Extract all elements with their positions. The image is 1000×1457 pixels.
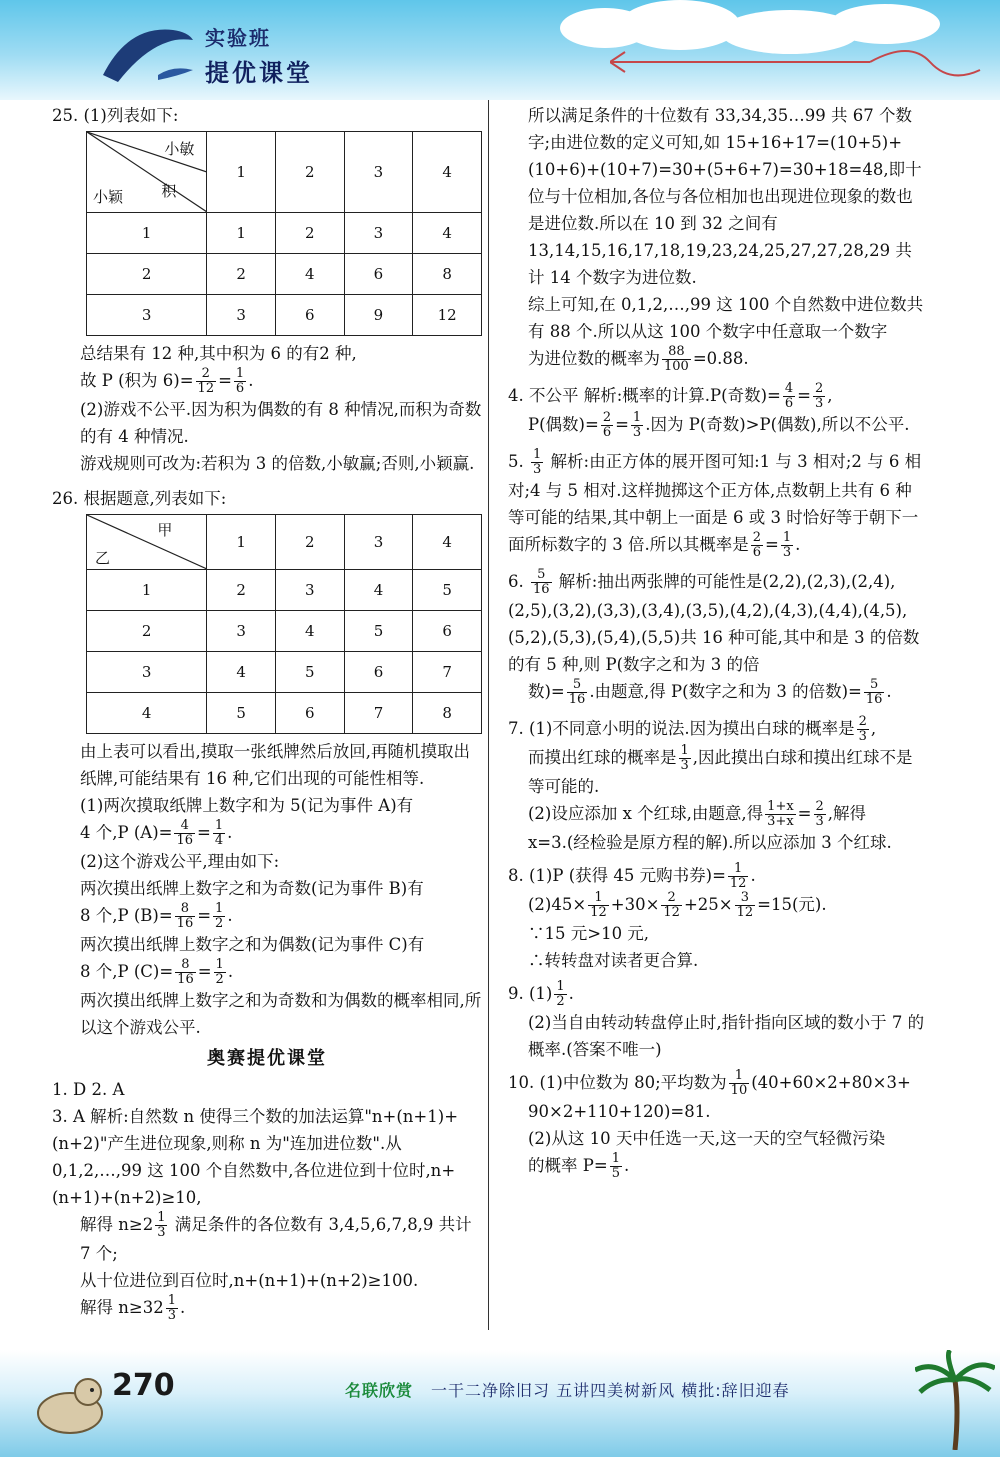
q26-p5b: 8 个,P (C)= $\frac{8}{16}$ = $\frac{1}{2}$ . (80, 957, 234, 987)
q25-intro: 25. (1)列表如下: (52, 106, 179, 125)
table-col-header: 1 (207, 515, 276, 570)
table-cell: 8 (413, 693, 482, 734)
table-cell: 1 (87, 570, 207, 611)
q5: 5. $\frac{1}{3}$ 解析:由正方体的展开图可知:1 与 3 相对;2 与 6 相对;4 与 5 相对.这样抛掷这个正方体,点数朝上共有 6 种等可能的结果,其中朝上一面是 6 或 3 时恰好等于朝下一面所标数字的 3 倍.所以其概率是 $\frac{2}{6}$ = $\frac{1}{3}$ . (508, 447, 922, 560)
table-header-cell (87, 515, 207, 570)
q4-l2: P(偶数)= $\frac{2}{6}$ = $\frac{1}{3}$ .因为 P(奇数)>P(偶数),所以不公平. (528, 410, 910, 440)
table-cell: 2 (207, 254, 276, 295)
table-cell: 6 (413, 611, 482, 652)
q26-table (86, 514, 482, 734)
table-header-left: 乙 (95, 549, 111, 567)
left-column (52, 102, 482, 1323)
r-continued: 所以满足条件的十位数有 33,34,35…99 共 67 个数字;由进位数的定义可知,如 15+16+17=(10+5)+(10+6)+(10+7)=30+(5+6+7)=30+18=48,即十位与十位相加,各位与各位相加也出现进位现象的数也是进位数.所以在 10 到 32 之间有 13,14,15,16,17,18,19,23,24,25,27,27,28,29 共计 14 个数字为进位数. (528, 106, 922, 287)
table-cell: 4 (275, 254, 344, 295)
table-cell: 2 (275, 213, 344, 254)
table-cell: 2 (87, 254, 207, 295)
table-cell: 3 (87, 295, 207, 336)
table-cell: 5 (276, 652, 345, 693)
table-cell: 4 (87, 693, 207, 734)
table-row (87, 570, 482, 611)
q26-p2b: 4 个,P (A)= $\frac{4}{16}$ = $\frac{1}{4}$ . (80, 818, 233, 848)
q3-l2: 解得 n≥2 $\frac{1}{3}$ 满足条件的各位数有 3,4,5,6,7,8,9 共计 7 个; (80, 1210, 472, 1263)
footer-motto (345, 1378, 790, 1401)
seal-icon (30, 1368, 110, 1438)
q8-l2: (2)45× $\frac{1}{12}$ +30× $\frac{2}{12}$ +25× $\frac{3}{12}$ =15(元). (528, 890, 827, 920)
section-title: 奥赛提优课堂 (207, 1048, 327, 1069)
table-header-top: 甲 (157, 521, 173, 539)
page-number: 270 (112, 1368, 175, 1403)
table-cell: 5 (207, 693, 276, 734)
table-row (87, 611, 482, 652)
q9-l1: 9. (1) $\frac{1}{2}$ . (508, 979, 574, 1009)
q4-l1: 4. 不公平 解析:概率的计算.P(奇数)= $\frac{4}{6}$ = $\frac{2}{3}$ , (508, 381, 833, 411)
q25-table (86, 131, 482, 336)
q3-l4: 解得 n≥32 $\frac{1}{3}$ . (80, 1293, 186, 1323)
q25-line2: 故 P (积为 6)= $\frac{2}{12}$ = $\frac{1}{6}$ . (80, 366, 254, 396)
q3-l1: 3. A 解析:自然数 n 使得三个数的加法运算"n+(n+1)+(n+2)"产生进位现象,则称 n 为"连加进位数".从 0,1,2,…,99 这 100 个自然数中,各位进位到十位时,n+(n+1)+(n+2)≥10, (52, 1107, 459, 1207)
q6: 6. $\frac{5}{16}$ 解析:抽出两张牌的可能性是(2,2),(2,3),(2,4),(2,5),(3,2),(3,3),(3,4),(3,5),(4,2),(4,3),(4,4),(4,5),(5,2),(5,3),(5,4),(5,5)共 16 种可能,其中和是 3 的倍数的有 5 种,则 P(数字之和为 3 的倍 (508, 567, 920, 674)
table-cell: 4 (344, 570, 413, 611)
table-cell: 2 (87, 611, 207, 652)
logo-line2: 提优课堂 (205, 59, 313, 87)
table-col-header: 4 (413, 515, 482, 570)
table-col-header: 2 (275, 132, 344, 213)
table-cell: 5 (344, 611, 413, 652)
table-cell: 7 (344, 693, 413, 734)
table-col-header: 4 (413, 132, 482, 213)
table-cell: 3 (207, 611, 276, 652)
table-row (87, 652, 482, 693)
table-row (87, 693, 482, 734)
table-col-header: 1 (207, 132, 276, 213)
table-cell: 1 (207, 213, 276, 254)
logo-line1: 实验班 (205, 26, 271, 50)
q25-rule: 游戏规则可改为:若积为 3 的倍数,小敏赢;否则,小颖赢. (80, 454, 475, 473)
dolphin-icon (98, 20, 198, 90)
q26-p1: 由上表可以看出,摸取一张纸牌然后放回,再随机摸取出纸牌,可能结果有 16 种,它们出现的可能性相等. (80, 742, 470, 788)
q7-l2: 而摸出红球的概率是 $\frac{1}{3}$ ,因此摸出白球和摸出红球不是等可能的. (528, 743, 913, 796)
series-logo (205, 22, 313, 88)
table-header-top: 小敏 (164, 140, 195, 158)
cloud-decoration (830, 4, 940, 44)
column-divider (488, 100, 489, 1330)
table-cell: 4 (276, 611, 345, 652)
q26-p5: 两次摸出纸牌上数字之和为偶数(记为事件 C)有 (80, 935, 425, 954)
q6-l2: 数)= $\frac{5}{16}$ .由题意,得 P(数字之和为 3 的倍数)= $\frac{5}{16}$ . (528, 677, 892, 707)
q25-line1: 总结果有 12 种,其中积为 6 的有2 种, (80, 344, 357, 363)
q26-p3: (2)这个游戏公平,理由如下: (80, 852, 280, 871)
q7-l4: x=3.(经检验是原方程的解).所以应添加 3 个红球. (528, 833, 892, 852)
table-col-header: 3 (344, 132, 413, 213)
r-summary: 综上可知,在 0,1,2,…,99 这 100 个自然数中进位数共有 88 个.所以从这 100 个数字中任意取一个数字 (528, 295, 924, 341)
table-cell: 6 (275, 295, 344, 336)
footer-motto-text: 一干二净除旧习 五讲四美树新风 横批:辞旧迎春 (431, 1381, 790, 1400)
table-cell: 2 (207, 570, 276, 611)
r-probability: 为进位数的概率为 $\frac{88}{100}$ =0.88. (528, 344, 749, 374)
table-header-cell (87, 132, 207, 213)
q10-l1: 10. (1)中位数为 80;平均数为 $\frac{1}{10}$ (40+60×2+80×3+ (508, 1068, 911, 1098)
table-header-left: 小颖 (93, 188, 124, 206)
table-col-header: 3 (344, 515, 413, 570)
table-cell: 12 (413, 295, 482, 336)
q8-l1: 8. (1)P (获得 45 元购书券)= $\frac{1}{12}$ . (508, 861, 756, 891)
q8-l3: ∵15 元>10 元, (528, 924, 650, 943)
table-cell: 4 (413, 213, 482, 254)
table-row (87, 254, 482, 295)
q26-p2: (1)两次摸取纸牌上数字和为 5(记为事件 A)有 (80, 796, 414, 815)
table-cell: 6 (344, 254, 413, 295)
q26-intro: 26. 根据题意,列表如下: (52, 489, 227, 508)
palm-tree-icon (915, 1350, 995, 1450)
q7-l1: 7. (1)不同意小明的说法.因为摸出白球的概率是 $\frac{2}{3}$ , (508, 714, 877, 744)
q26-p4b: 8 个,P (B)= $\frac{8}{16}$ = $\frac{1}{2}$ . (80, 901, 233, 931)
q3-l3: 从十位进位到百位时,n+(n+1)+(n+2)≥100. (80, 1271, 419, 1290)
q26-p6: 两次摸出纸牌上数字之和为奇数和为偶数的概率相同,所以这个游戏公平. (80, 991, 482, 1037)
q26-p4: 两次摸出纸牌上数字之和为奇数(记为事件 B)有 (80, 879, 424, 898)
table-cell: 1 (87, 213, 207, 254)
right-column (508, 102, 928, 1181)
page-footer (0, 1350, 1000, 1457)
table-header-mid: 积 (161, 182, 177, 200)
footer-brand: 名联欣赏 (345, 1381, 414, 1400)
table-cell: 9 (344, 295, 413, 336)
table-cell: 3 (344, 213, 413, 254)
table-cell: 6 (344, 652, 413, 693)
table-cell: 5 (413, 570, 482, 611)
table-cell: 3 (207, 295, 276, 336)
q8-l4: ∴转转盘对读者更合算. (528, 951, 699, 970)
table-cell: 3 (276, 570, 345, 611)
q10-l3: (2)从这 10 天中任选一天,这一天的空气轻微污染 (528, 1129, 886, 1148)
answers-1-2: 1. D 2. A (52, 1080, 125, 1099)
q9-l2: (2)当自由转动转盘停止时,指针指向区域的数小于 7 的概率.(答案不唯一) (528, 1013, 925, 1059)
table-cell: 4 (207, 652, 276, 693)
wave-line-icon (610, 40, 990, 90)
table-cell: 7 (413, 652, 482, 693)
q10-l2: 90×2+110+120)=81. (528, 1102, 711, 1121)
q7-l3: (2)设应添加 x 个红球,由题意,得 $\frac{1+x}{3+x}$ = $\frac{2}{3}$ ,解得 (528, 799, 867, 829)
table-col-header: 2 (276, 515, 345, 570)
page-header (0, 0, 1000, 100)
table-cell: 3 (87, 652, 207, 693)
table-row (87, 213, 482, 254)
q10-l4: 的概率 P= $\frac{1}{5}$ . (528, 1151, 630, 1181)
table-row (87, 295, 482, 336)
q25-part2: (2)游戏不公平.因为积为偶数的有 8 种情况,而积为奇数的有 4 种情况. (80, 400, 482, 446)
table-cell: 8 (413, 254, 482, 295)
table-cell: 6 (276, 693, 345, 734)
